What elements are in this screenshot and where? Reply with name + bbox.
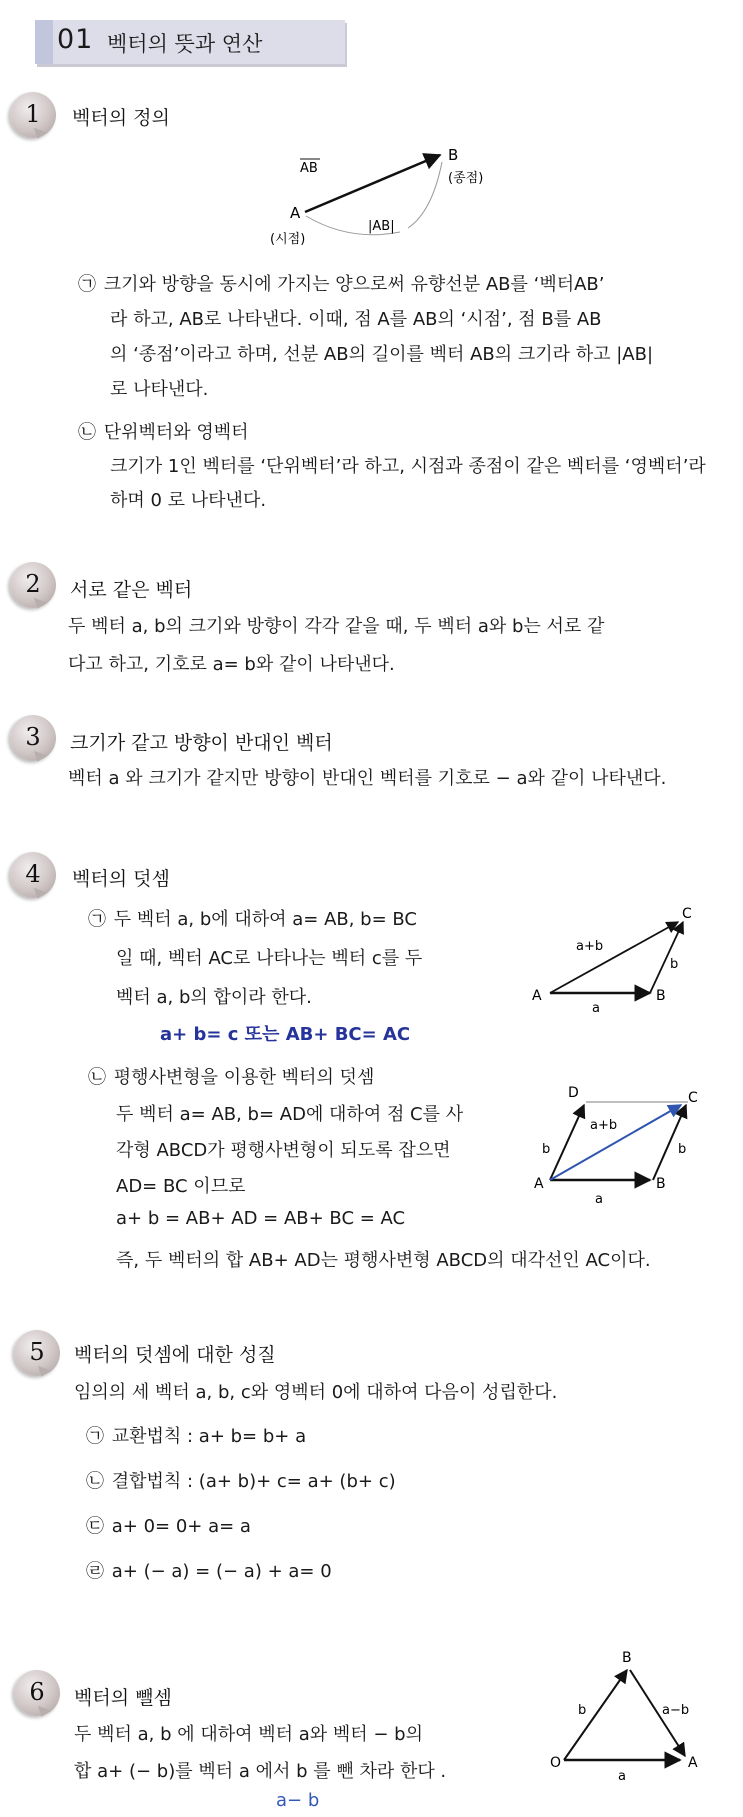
svg-text:A: A (532, 988, 542, 1004)
svg-text:A: A (534, 1176, 544, 1192)
triangle-addition-diagram (520, 890, 743, 1020)
svg-text:(시점): (시점) (270, 232, 306, 247)
svg-text:A: A (688, 1755, 698, 1771)
svg-text:B: B (656, 988, 666, 1004)
item-marker: ㉡ (78, 422, 96, 443)
svg-text:B: B (656, 1176, 666, 1192)
section-title-4: 벡터의 덧셈 (72, 868, 170, 890)
subtraction-formula: a− b (276, 1790, 320, 1811)
section-badge-1: 1 (10, 92, 56, 138)
svg-text:b: b (578, 1703, 587, 1718)
section-title-2: 서로 같은 벡터 (70, 579, 193, 601)
section-badge-6: 6 (14, 1670, 60, 1716)
parallelogram-addition-diagram (520, 1075, 743, 1210)
section-5-intro: 임의의 세 벡터 a, b, c와 영벡터 0에 대하여 다음이 성립한다. (74, 1382, 558, 1403)
vector-definition-diagram (250, 140, 510, 250)
section-badge-3: 3 (10, 715, 56, 761)
property-zero-vector: ㉢ a+ 0= 0+ a= a (86, 1516, 251, 1537)
svg-text:a+b: a+b (590, 1118, 618, 1133)
section-2-line: 다고 하고, 기호로 a= b와 같이 나타낸다. (68, 654, 395, 675)
subtraction-diagram (530, 1630, 743, 1780)
section-6-line: 합 a+ (− b)를 벡터 a 에서 b 를 뺀 차라 한다 . (74, 1761, 447, 1782)
property-associative: ㉡ 결합법칙 : (a+ b)+ c= a+ (b+ c) (86, 1471, 396, 1492)
svg-text:O: O (550, 1755, 562, 1771)
item-marker: ㉠ (88, 909, 106, 930)
svg-text:b: b (542, 1142, 551, 1157)
header-accent-bar (35, 20, 53, 64)
svg-text:|AB|: |AB| (368, 219, 395, 234)
item-marker: ㉠ (78, 274, 96, 295)
svg-text:b: b (670, 957, 679, 972)
chapter-title: 벡터의 뜻과 연산 (107, 32, 263, 56)
svg-text:A: A (290, 204, 301, 222)
svg-text:a−b: a−b (662, 1703, 690, 1718)
section-title-1: 벡터의 정의 (72, 107, 170, 129)
chapter-header (35, 20, 345, 64)
svg-text:C: C (688, 1090, 698, 1106)
svg-text:a: a (618, 1769, 626, 1780)
property-inverse: ㉣ a+ (− a) = (− a) + a= 0 (86, 1561, 332, 1582)
svg-text:(종점): (종점) (448, 171, 484, 186)
svg-text:AB: AB (300, 161, 318, 176)
section-badge-5: 5 (14, 1330, 60, 1376)
section-title-6: 벡터의 뺄셈 (74, 1687, 172, 1709)
svg-text:a: a (595, 1192, 603, 1207)
property-commutative: ㉠ 교환법칙 : a+ b= b+ a (86, 1426, 307, 1447)
svg-text:C: C (682, 906, 692, 922)
svg-text:a+b: a+b (576, 939, 604, 954)
section-2-line: 두 벡터 a, b의 크기와 방향이 각각 같을 때, 두 벡터 a와 b는 서로 같 (68, 616, 605, 637)
chapter-number: 01 (57, 24, 94, 55)
addition-formula: a+ b= c 또는 AB+ BC= AC (160, 1024, 411, 1045)
svg-text:B: B (448, 146, 459, 164)
section-6-line: 두 벡터 a, b 에 대하여 벡터 a와 벡터 − b의 (74, 1724, 423, 1745)
svg-text:a: a (592, 1001, 600, 1016)
item-marker: ㉡ (88, 1067, 106, 1088)
section-title-5: 벡터의 덧셈에 대한 성질 (74, 1344, 276, 1366)
section-title-3: 크기가 같고 방향이 반대인 벡터 (70, 732, 333, 754)
svg-text:D: D (568, 1085, 579, 1101)
section-3-line: 벡터 a 와 크기가 같지만 방향이 반대인 벡터를 기호로 − a와 같이 나타낸다. (68, 768, 667, 789)
svg-text:b: b (678, 1142, 687, 1157)
section-badge-2: 2 (10, 562, 56, 608)
section-badge-4: 4 (10, 852, 56, 898)
svg-text:B: B (622, 1650, 632, 1666)
